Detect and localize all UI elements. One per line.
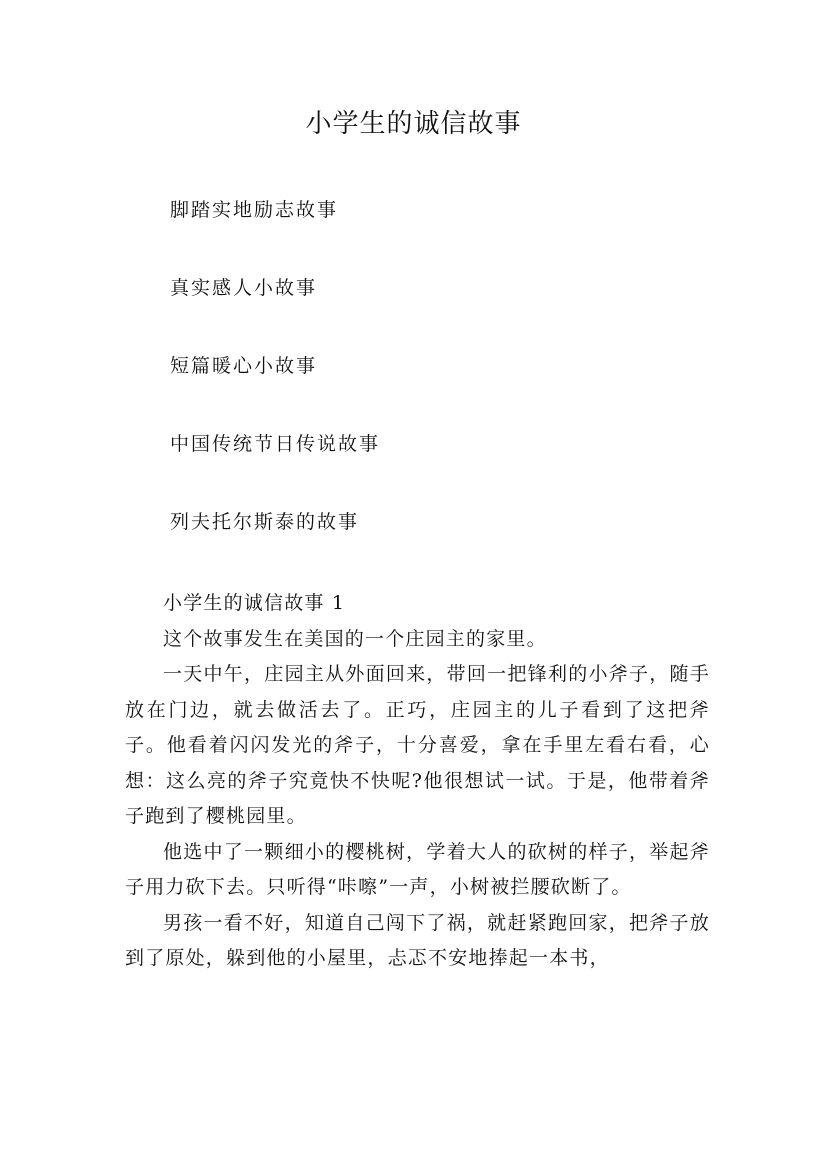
document-title: 小学生的诚信故事 [305, 109, 522, 139]
paragraph: 一天中午，庄园主从外面回来，带回一把锋利的小斧子，随手放在门边，就去做活去了。正巧，庄园主的儿子看到了这把斧子。他看着闪闪发光的斧子，十分喜爱，拿在手里左看右看，心想：这么亮的斧子究竟快不快呢?他很想试一试。于是，他带着斧子跑到了樱桃园里。 [125, 663, 710, 827]
paragraph: 他选中了一颗细小的樱桃树，学着大人的砍树的样子，举起斧子用力砍下去。只听得“咔嚓”一声，小树被拦腰砍断了。 [125, 840, 710, 898]
paragraph: 男孩一看不好，知道自己闯下了祸，就赶紧跑回家，把斧子放到了原处，躲到他的小屋里，忐忑不安地捧起一本书， [125, 911, 710, 969]
section-heading: 小学生的诚信故事 1 [163, 592, 346, 614]
story-body [125, 586, 710, 977]
related-link[interactable]: 列夫托尔斯泰的故事 [170, 511, 360, 533]
related-link[interactable]: 短篇暖心小故事 [170, 355, 318, 377]
related-links [170, 195, 380, 585]
paragraph: 这个故事发生在美国的一个庄园主的家里。 [163, 627, 547, 650]
related-link[interactable]: 真实感人小故事 [170, 277, 318, 299]
related-link[interactable]: 中国传统节日传说故事 [170, 433, 381, 455]
related-link[interactable]: 脚踏实地励志故事 [170, 199, 339, 221]
